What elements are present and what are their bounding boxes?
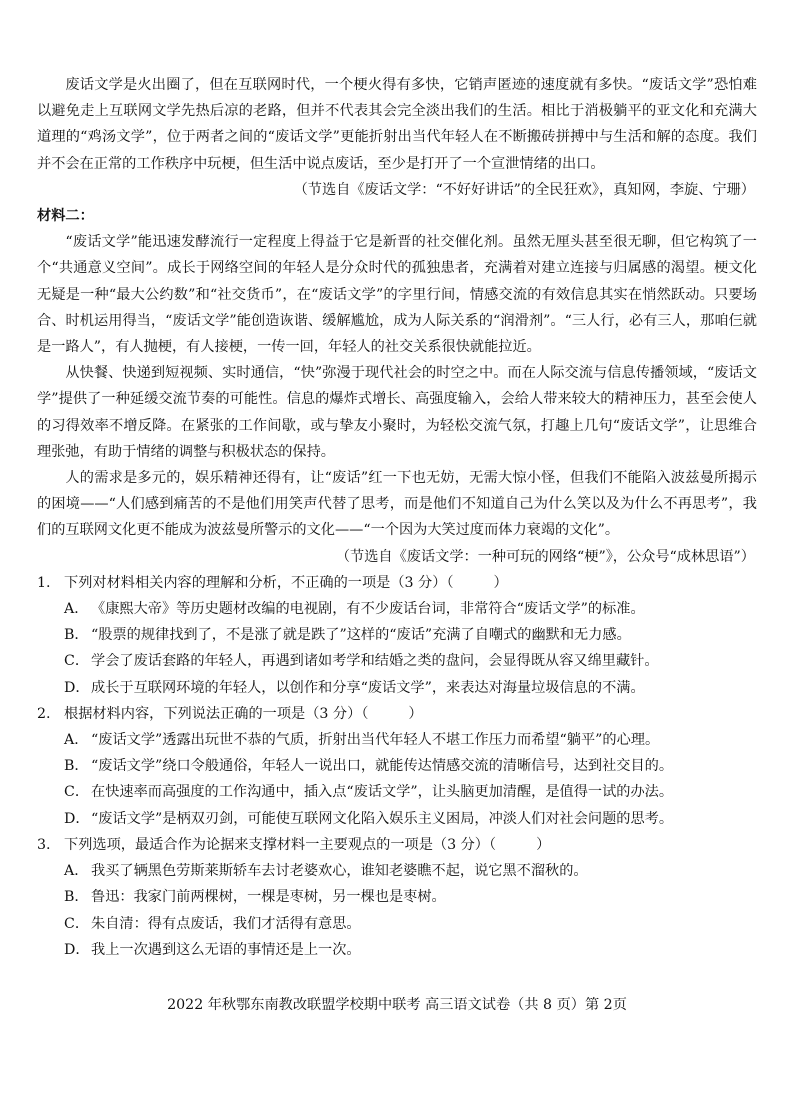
page-footer: 2022 年秋鄂东南教改联盟学校期中联考 高三语文试卷（共 8 页）第 2页 bbox=[167, 997, 627, 1013]
option-b bbox=[37, 753, 757, 779]
option-c bbox=[37, 911, 757, 937]
option-text: 学会了废话套路的年轻人，再遇到诸如考学和结婚之类的盘问，会显得既从容又绵里藏针。 bbox=[91, 653, 659, 670]
material2-paragraph-2: 从快餐、快递到短视频、实时通信，“快”弥漫于现代社会的时空之中。而在人际交流与信息传播领域，“废话文学”提供了一种延缓交流节奏的可能性。信息的爆炸式增长、高强度输入，会给人带来较大的精神压力，甚至会使人的习得效率不增反降。在紧张的工作间歇，或与挚友小聚时，为轻松交流气氛，打趣上几句“废话文学”，让思维合理张弛，有助于情绪的调整与积极状态的保持。 bbox=[37, 365, 757, 460]
option-d bbox=[37, 675, 757, 701]
option-letter: A． bbox=[64, 601, 89, 618]
option-d bbox=[37, 806, 757, 832]
option-text: 成长于互联网环境的年轻人，以创作和分享“废话文学”，来表达对海量垃圾信息的不满。 bbox=[91, 679, 645, 696]
material2-source: （节选自《废话文学：一种可玩的网络“梗”》，公众号“成林思语”） bbox=[335, 548, 755, 565]
option-d bbox=[37, 937, 757, 963]
option-letter: D． bbox=[64, 941, 90, 958]
question-stem: 下列选项，最适合作为论据来支撑材料一主要观点的一项是（3 分）（ bbox=[64, 836, 497, 853]
option-text: “废话文学”是柄双刃剑，可能使互联网文化陷入娱乐主义困局，冲淡人们对社会问题的思考。 bbox=[91, 810, 674, 827]
question-3 bbox=[37, 832, 757, 963]
option-a bbox=[37, 858, 757, 884]
material2-paragraph-1: “废话文学”能迅速发酵流行一定程度上得益于它是新晋的社交催化剂。虽然无厘头甚至很无聊，但它构筑了一个“共通意义空间”。成长于网络空间的年轻人是分众时代的孤独患者，充满着对建立连接与归属感的渴望。梗文化无疑是一种“最大公约数”和“社交货币”，在“废话文学”的字里行间，情感交流的有效信息其实在悄然跃动。只要场合、时机运用得当，“废话文学”能创造诙谐、缓解尴尬，成为人际关系的“润滑剂”。“三人行，必有三人，那咱仨就是一路人”，有人抛梗，有人接梗，一传一回，年轻人的社交关系很快就能拉近。 bbox=[37, 234, 757, 356]
option-text: 鲁迅：我家门前两棵树，一棵是枣树，另一棵也是枣树。 bbox=[91, 889, 446, 906]
option-b bbox=[37, 622, 757, 648]
question-number: 1. bbox=[37, 574, 51, 591]
option-letter: A． bbox=[64, 732, 89, 749]
option-letter: B． bbox=[64, 758, 89, 775]
option-letter: C． bbox=[64, 915, 90, 932]
option-letter: D． bbox=[64, 679, 90, 696]
question-number: 2. bbox=[37, 705, 51, 722]
option-text: “股票的规律找到了，不是涨了就是跌了”这样的“废话”充满了自嘲式的幽默和无力感。 bbox=[91, 627, 631, 644]
material1-paragraph: 废话文学是火出圈了，但在互联网时代，一个梗火得有多快，它销声匿迹的速度就有多快。“废话文学”恐怕难以避免走上互联网文学先热后凉的老路，但并不代表其会完全淡出我们的生活。相比于消极躺平的亚文化和充满大道理的“鸡汤文学”，位于两者之间的“废话文学”更能折射出当代年轻人在不断搬砖拼搏中与生活和解的态度。我们并不会在正常的工作秩序中玩梗，但生活中说点废话，至少是打开了一个宣泄情绪的出口。 bbox=[37, 77, 757, 172]
question-2 bbox=[37, 701, 757, 832]
material2-heading: 材料二： bbox=[37, 208, 94, 225]
option-letter: B． bbox=[64, 627, 89, 644]
option-text: 《康熙大帝》等历史题材改编的电视剧，有不少废话台词，非常符合“废话文学”的标准。 bbox=[91, 601, 645, 618]
question-paren-close: ） bbox=[493, 574, 508, 591]
option-text: “废话文学”绕口令般通俗，年轻人一说出口，就能传达情感交流的清晰信号，达到社交目的。 bbox=[91, 758, 674, 775]
option-letter: D． bbox=[64, 810, 90, 827]
option-letter: A． bbox=[64, 863, 89, 880]
material2-paragraph-3: 人的需求是多元的，娱乐精神还得有，让“废话”红一下也无妨，无需大惊小怪，但我们不能陷入波兹曼所揭示的困境——“人们感到痛苦的不是他们用笑声代替了思考，而是他们不知道自己为什么笑以及为什么不再思考”，我们的互联网文化更不能成为波兹曼所警示的文化——“一个因为大笑过度而体力衰竭的文化”。 bbox=[37, 470, 757, 539]
option-text: “废话文学”透露出玩世不恭的气质，折射出当代年轻人不堪工作压力而希望“躺平”的心理。 bbox=[91, 732, 660, 749]
exam-page bbox=[37, 72, 757, 963]
option-text: 我买了辆黑色劳斯莱斯轿车去讨老婆欢心，谁知老婆瞧不起，说它黑不溜秋的。 bbox=[91, 863, 588, 880]
option-a bbox=[37, 596, 757, 622]
option-c bbox=[37, 648, 757, 674]
material1-source: （节选自《废话文学：“不好好讲话”的全民狂欢》，真知网，李旋、宁珊） bbox=[293, 181, 755, 198]
option-text: 我上一次遇到这么无语的事情还是上一次。 bbox=[91, 941, 361, 958]
option-c bbox=[37, 779, 757, 805]
option-letter: B． bbox=[64, 889, 89, 906]
question-stem: 下列对材料相关内容的理解和分析，不正确的一项是（3 分）（ bbox=[64, 574, 454, 591]
question-paren-close: ） bbox=[536, 836, 551, 853]
question-stem: 根据材料内容，下列说法正确的一项是（3 分）（ bbox=[64, 705, 369, 722]
question-number: 3. bbox=[37, 836, 51, 853]
option-letter: C． bbox=[64, 653, 90, 670]
question-paren-close: ） bbox=[408, 705, 423, 722]
option-text: 在快速率而高强度的工作沟通中，插入点“废话文学”，让头脑更加清醒，是值得一试的办法。 bbox=[91, 784, 674, 801]
question-1 bbox=[37, 570, 757, 701]
option-text: 朱自清：得有点废话，我们才活得有意思。 bbox=[91, 915, 361, 932]
option-a bbox=[37, 727, 757, 753]
option-b bbox=[37, 884, 757, 910]
option-letter: C． bbox=[64, 784, 90, 801]
